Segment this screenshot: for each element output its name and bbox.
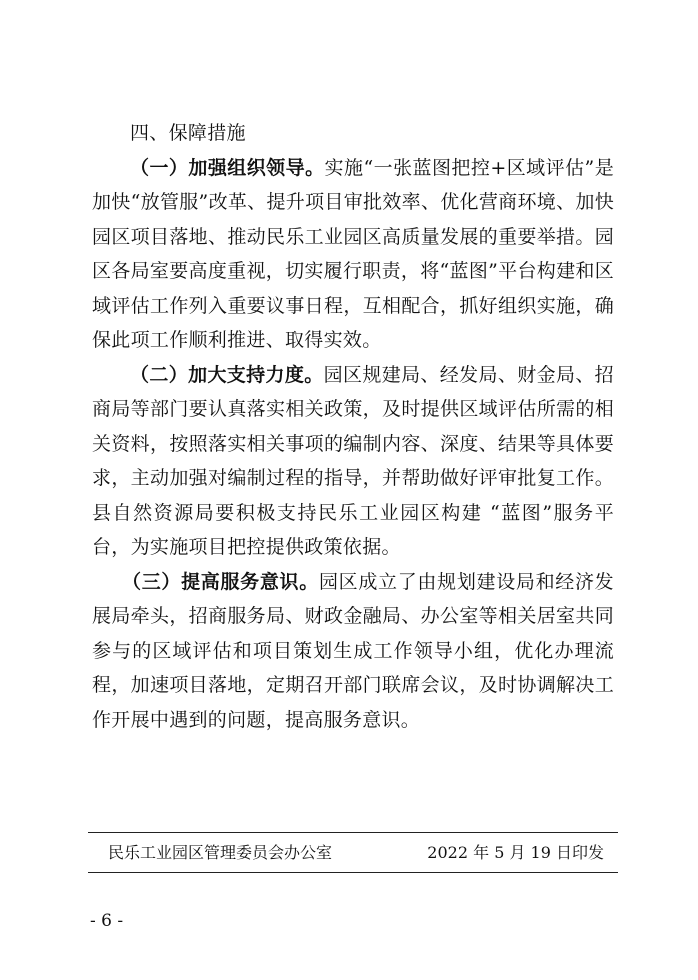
- footer-issue-date: 2022 年 5 月 19 日印发: [427, 843, 604, 862]
- footer-issuer: 民乐工业园区管理委员会办公室: [108, 843, 333, 862]
- paragraph-body: 园区成立了由规划建设局和经济发展局牵头，招商服务局、财政金融局、办公室等相关居室共同参与的区域评估和项目策划生成工作领导小组，优化办理流程，加速项目落地，定期召开部门联席会议，及时协调解决工作开展中遇到的问题，提高服务意识。: [92, 570, 614, 731]
- footer-top-rule: [88, 832, 618, 833]
- page-number: - 6 -: [90, 911, 124, 931]
- paragraph-body: 实施“一张蓝图把控+区域评估”是加快“放管服”改革、提升项目审批效率、优化营商环境、加快园区项目落地、推动民乐工业园区高质量发展的重要举措。园区各局室要高度重视，切实履行职责，将“蓝图”平台构建和区域评估工作列入重要议事日程，互相配合，抓好组织实施，确保此项工作顺利推进、取得实效。: [92, 156, 614, 351]
- paragraph-support: [92, 358, 614, 565]
- footer-bottom-rule: [88, 872, 618, 873]
- paragraph-title: （三）提高服务意识。: [122, 570, 319, 593]
- paragraph-title: （一）加强组织领导。: [130, 156, 325, 179]
- paragraph-organization: [92, 151, 614, 358]
- document-body: [92, 116, 614, 737]
- paragraph-service: [92, 565, 614, 738]
- section-heading: 四、保障措施: [130, 122, 246, 144]
- paragraph-body: 园区规建局、经发局、财金局、招商局等部门要认真落实相关政策，及时提供区域评估所需的相关资料，按照落实相关事项的编制内容、深度、结果等具体要求，主动加强对编制过程的指导，并帮助做好评审批复工作。县自然资源局要积极支持民乐工业园区构建 “蓝图”服务平台，为实施项目把控提供政策依据。: [92, 363, 614, 558]
- paragraph-title: （二）加大支持力度。: [130, 363, 324, 386]
